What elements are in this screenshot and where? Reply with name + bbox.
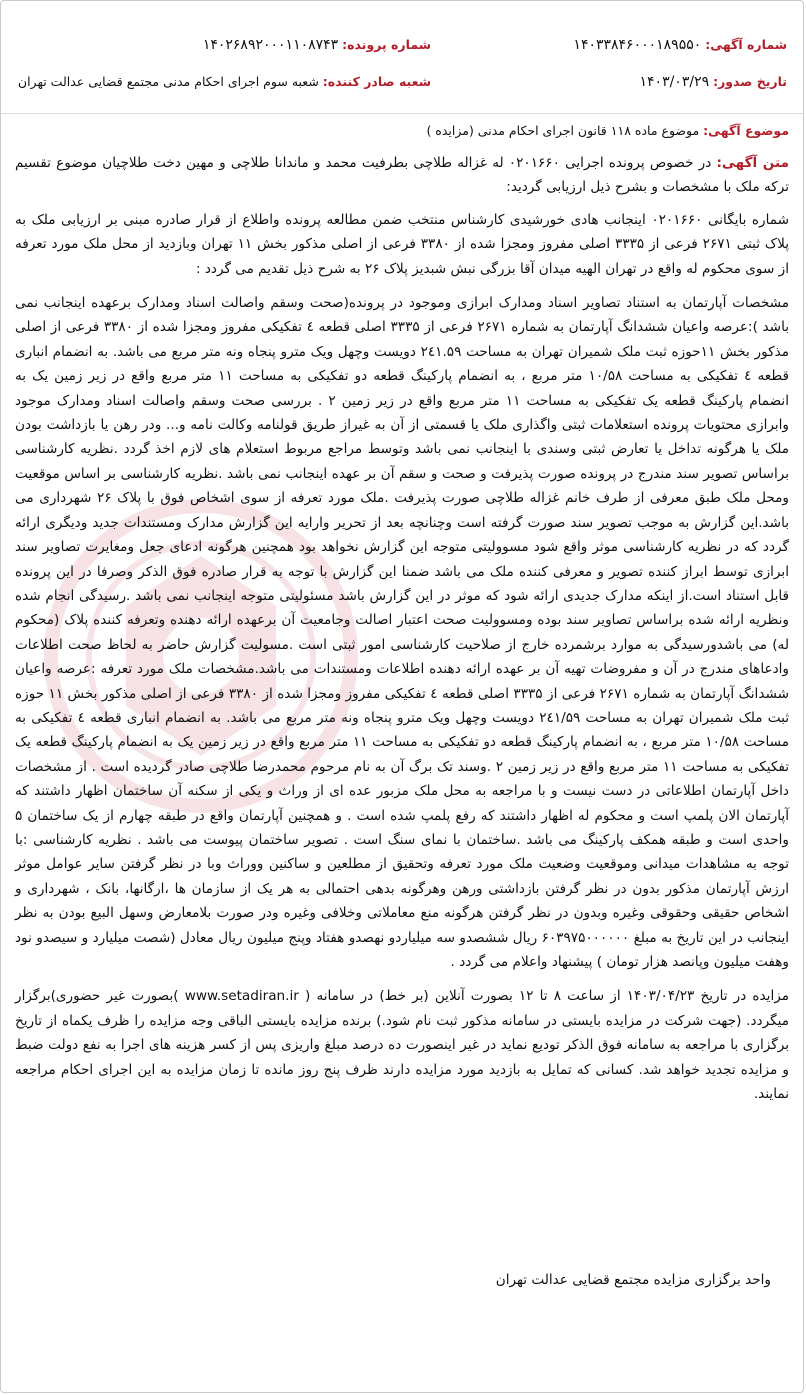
notice-subject	[15, 123, 789, 138]
intro-paragraph	[15, 151, 789, 200]
notice-header	[1, 1, 803, 114]
report-paragraph-1: شماره بایگانی ۰۲۰۱۶۶۰ اینجانب هادی خورشیدی کارشناس منتخب ضمن مطالعه پرونده واطلاع از قرار صادره مبنی بر ارزیابی ملک به پلاک ثبتی ۲۶۷۱ فرعی از ۳۳۳۵ اصلی مفروز ومجزا شده از ۳۳۸۰ فرعی از اصلی مذکور بخش ۱۱ تهران وبازدید از محل ملک مورد تعرفه از سوی محکوم له واقع در تهران الهیه میدان آقا بزرگی نبش شبدیز پلاک ۲۶ به شرح ذیل تقدیم می گردد :	[15, 211, 789, 277]
subject-label: موضوع آگهی:	[703, 123, 789, 138]
case-number: شماره پرونده: ۱۴۰۲۶۸۹۲۰۰۰۱۱۰۸۷۴۳	[202, 37, 431, 53]
issue-date-value: ۱۴۰۳/۰۳/۲۹	[639, 74, 710, 90]
notice-body	[15, 151, 789, 1116]
intro-text: در خصوص پرونده اجرایی ۰۲۰۱۶۶۰ له غزاله طلاچی بطرفیت محمد و ماندانا طلاچی و مهین دخت طلاچیان موضوع تقسیم ترکه ملک با مشخصات و بشرح ذیل ارزیابی گردید:	[15, 155, 789, 196]
report-paragraph-2: مشخصات آپارتمان به استناد تصاویر اسناد ومدارک ابرازی وموجود در پرونده(صحت وسقم واصالت اسناد ومدارک برعهده اینجانب نمی باشد ):عرصه واعیان ششدانگ آپارتمان به شماره ۲۶۷۱ فرعی از ۳۳۳۵ اصلی قطعه ٤ تفکیکی مفروز ومجزا شده از ۳۳۸۰ فرعی از اصلی مذکور بخش ۱۱حوزه ثبت ملک شمیران تهران به مساحت ۲٤۱.۵۹ دویست وچهل ویک مترو پنجاه ونه متر مربع می باشد. به انضمام انباری قطعه ٤ تفکیکی به مساحت ۱۰/۵۸ متر مربع ، به انضمام پارکینگ قطعه دو تفکیکی به مساحت ۱۱ متر مربع واقع در زیر زمین یک به انضمام پارکینگ قطعه یک تفکیکی به مساحت ۱۱ متر مربع واقع در زیر زمین ۲ . بررسی صحت وسقم واصالت اسناد ومدارک موجود وابرازی محتویات پرونده استعلامات ثبتی واگذاری ملک یا قسمتی از آن به غیراز طریق قولنامه وکالت نامه و... ودر رهن یا بازداشت بودن ملک یا هرگونه تداخل یا تعارض ثبتی وسندی با اینجانب نمی باشد وتوسط مراجع مربوط استعلام های لازم اخذ گردد .نظریه کارشناسی براساس تصویر سند مندرج در پرونده صورت پذیرفت و صحت و سقم آن بر عهده اینجانب نمی باشد .نظریه کارشناسی بر اساس موقعیت ومحل ملک طبق معرفی از طرف خانم غزاله طلاچی صورت پذیرفت .ملک مورد تعرفه از سوی اشخاص فوق با پلاک ۲۶ شهرداری می باشد.این گزارش به موجب تصویر سند صورت گرفته است وچنانچه بعد از تحریر وارایه این گزارش مدارک ومستندات جدید ودیگری ارائه گردد که در نظریه کارشناسی موثر واقع شود مسوولیتی متوجه این گزارش نخواهد بود همچنین هرگونه ادعای جعل ومغایرت تصاویر سند ابرازی توسط ابراز کننده تصویر و معرفی کننده ملک می باشد ضمنا این گزارش با توجه به قرار صادره فوق الذکر وصرفا در این پرونده قابل استناد است.از اینکه مدارک جدیدی ارائه شود که موثر در این گزارش باشد مسئولیتی متوجه اینجانب نمی باشد .رسیدگی انجام شده ونظریه ارائه شده براساس تصاویر سند بوده ومسوولیت صحت اعتبار اصالت وجامعیت آن برعهده ارائه دهنده وتعرفه کننده پلاک (محکوم له) می باشدورسیدگی به موارد برشمرده خارج از صلاحیت کارشناسی امور ثبتی است .مسولیت گزارش حاضر به لحاظ صحت اطلاعات وادعاهای مندرج در آن و مفروضات تهیه آن بر عهده ارائه دهنده اطلاعات ومستندات می باشد.مشخصات ملک مورد تعرفه :عرصه واعیان ششدانگ آپارتمان به شماره ۲۶۷۱ فرعی از ۳۳۳۵ اصلی قطعه ٤ تفکیکی مفروز ومجزا شده از ۳۳۸۰ فرعی از اصلی مذکور بخش ۱۱ حوزه ثبت ملک شمیران تهران به مساحت ۲٤۱/۵۹ دویست وچهل ویک مترو پنجاه ونه متر مربع می باشد. به انضمام انباری قطعه ٤ تفکیکی به مساحت ۱۰/۵۸ متر مربع ، به انضمام پارکینگ قطعه دو تفکیکی به مساحت ۱۱ متر مربع واقع در زیر زمین یک به انضمام پارکینگ قطعه یک تفکیکی به مساحت ۱۱ متر مربع واقع در زیر زمین ۲ .وسند تک برگ آن به نام مرحوم محمدرضا طلاچی صادر گردیده است . از مشخصات داخل آپارتمان اطلاعاتی در دست نیست و با مراجعه به محل ملک مزبور عده ای از وراث و یکی از سکنه آن ساختمان اظهار داشتند که آپارتمان الان پلمپ است و محکوم له اظهار داشتند که رفع پلمپ شده است . و همچنین آپارتمان واقع در طبقه چهارم از یک ساختمان ۵ واحدی است و طبقه همکف پارکینگ می باشد .ساختمان با نمای سنگ است . تصویر ساختمان پیوست می باشد . نظریه کارشناسی :با توجه به مشاهدات میدانی وموقعیت وضعیت ملک مورد تعرفه وتحقیق از مطلعین و ساکنین ووراث وبا در نظر گرفتن سایر عوامل موثر ارزش آپارتمان مذکور بدون در نظر گرفتن بازداشتی ورهن وهرگونه بدهی احتمالی به هر یک از سازمان ها ،ارگانها، بانک ، شهرداری و اشخاص حقیقی وحقوقی وغیره وبدون در نظر گرفتن هرگونه منع معاملاتی وخلافی وغیره ودر صورت بلامعارض وسهل البیع بودن به نظر اینجانب در این تاریخ به مبلغ ۶۰۳۹۷۵۰۰۰۰۰۰ ریال ششصدو سه میلیاردو نهصدو هفتاد وپنج میلیون ریال معادل (شصت میلیارد و سیصدو نود وهفت میلیون وپانصد هزار تومان ) پیشنهاد واعلام می گردد .	[15, 295, 790, 970]
subject-text: موضوع ماده ۱۱۸ قانون اجرای احکام مدنی (مزایده )	[426, 123, 700, 138]
case-number-value: ۱۴۰۲۶۸۹۲۰۰۰۱۱۰۸۷۴۳	[202, 37, 339, 53]
auction-paragraph: مزایده در تاریخ ۱۴۰۳/۰۴/۲۳ از ساعت ۸ تا ۱۲ بصورت آنلاین (بر خط) در سامانه ( www.setadiran.ir )بصورت غیر حضوری)برگزار میگردد. (جهت شرکت در مزایده بایستی در سامانه مذکور ثبت نام شود.) برنده مزایده بایستی الباقی وجه مزایده را ظرف یکماه از تاریخ برگزاری با مراجعه به سامانه فوق الذکر تودیع نماید در غیر اینصورت ده درصد مبلغ واریزی پس از کسر هزینه های اجرا به نفع دولت ضبط و مزایده تجدید خواهد شد. کسانی که تمایل به بازدید مورد مزایده دارند ظرف پنج روز مانده تا زمان مزایده به این اجرای احکام مراجعه نمایند.	[15, 988, 789, 1103]
ad-number: شماره آگهی: ۱۴۰۳۳۸۴۶۰۰۰۱۸۹۵۵۰	[573, 37, 787, 53]
signature-line: واحد برگزاری مزایده مجتمع قضایی عدالت تهران	[495, 1272, 771, 1288]
intro-label: متن آگهی:	[716, 155, 789, 171]
issuing-branch: شعبه صادر کننده: شعبه سوم اجرای احکام مدنی مجتمع قضایی عدالت تهران	[17, 74, 431, 89]
issuing-branch-value: شعبه سوم اجرای احکام مدنی مجتمع قضایی عدالت تهران	[17, 74, 319, 89]
issue-date: تاریخ صدور: ۱۴۰۳/۰۳/۲۹	[639, 74, 787, 90]
ad-number-value: ۱۴۰۳۳۸۴۶۰۰۰۱۸۹۵۵۰	[573, 37, 702, 53]
